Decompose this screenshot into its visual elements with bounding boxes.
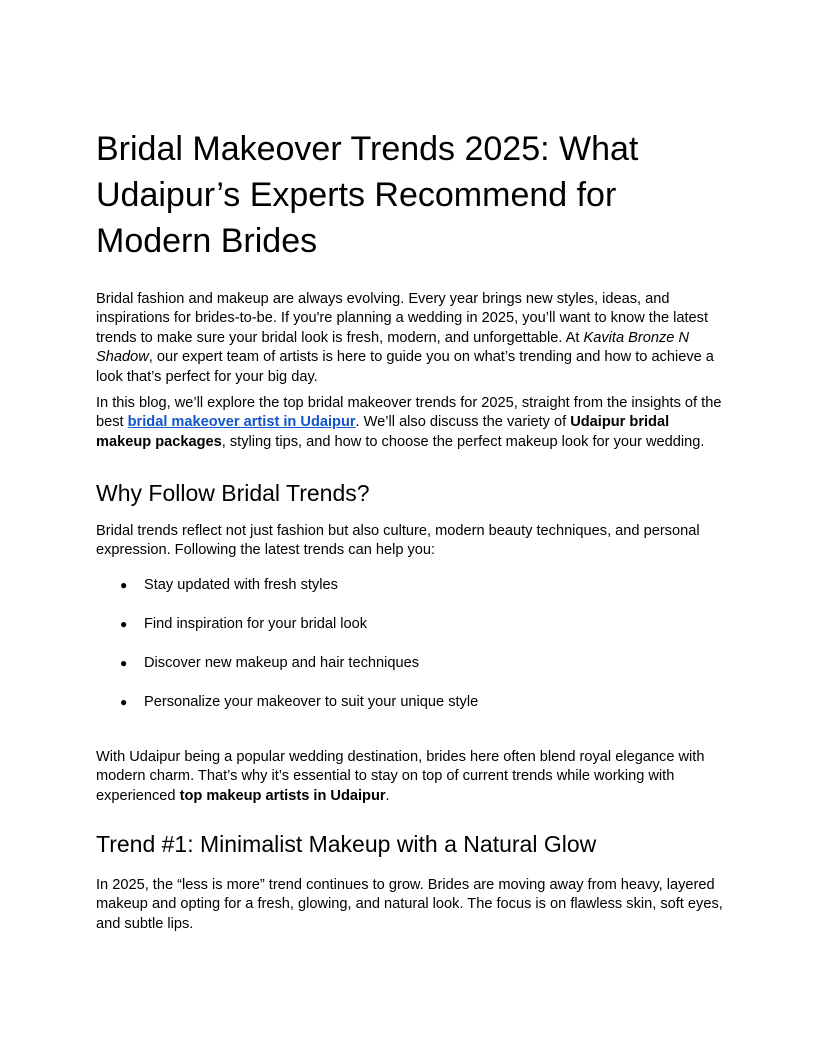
list-item-text: Stay updated with fresh styles bbox=[144, 577, 338, 593]
udaipur-paragraph bbox=[96, 748, 726, 806]
packages-bold-text: Udaipur bridal makeup packages bbox=[96, 414, 670, 450]
blog-text-2: . We’ll also discuss the variety of bbox=[355, 414, 571, 431]
list-item bbox=[96, 654, 720, 693]
brand-name: Kavita Bronze N Shadow bbox=[96, 329, 689, 366]
section-heading-trend-1: Trend #1: Minimalist Makeup with a Natural Glow bbox=[96, 831, 597, 857]
intro-text-2: , our expert team of artists is here to guide you on what’s trending and how to achieve a look that’s perfect for your big day. bbox=[96, 349, 714, 385]
list-item bbox=[96, 615, 720, 654]
bullet-icon: ● bbox=[120, 617, 128, 631]
page-title: Bridal Makeover Trends 2025: What Udaipur’s Experts Recommend for Modern Brides bbox=[96, 130, 639, 260]
list-item bbox=[96, 576, 720, 615]
trend-1-paragraph: In 2025, the “less is more” trend continues to grow. Brides are moving away from heavy, layered makeup and opting for a fresh, glowing, and natural look. The focus is on flawless skin, soft eyes, and subtle lips. bbox=[96, 877, 723, 932]
bullet-icon: ● bbox=[120, 578, 128, 592]
section-heading-why-follow: Why Follow Bridal Trends? bbox=[96, 480, 370, 506]
list-item-text: Personalize your makeover to suit your unique style bbox=[144, 694, 479, 710]
udaipur-text-1: With Udaipur being a popular wedding destination, brides here often blend royal elegance with modern charm. That’s why it’s essential to stay on top of current trends while working with experienced bbox=[96, 749, 705, 804]
bridal-makeover-artist-link[interactable]: bridal makeover artist in Udaipur bbox=[127, 414, 356, 431]
blog-text-3: , styling tips, and how to choose the perfect makeup look for your wedding. bbox=[221, 433, 705, 450]
udaipur-text-2: . bbox=[385, 787, 390, 804]
bullet-icon: ● bbox=[120, 695, 128, 709]
intro-paragraph bbox=[96, 290, 726, 387]
list-item-text: Discover new makeup and hair techniques bbox=[144, 655, 420, 671]
blog-text-1: In this blog, we’ll explore the top bridal makeover trends for 2025, straight from the insights of the best bbox=[96, 395, 722, 431]
top-artists-bold-text: top makeup artists in Udaipur bbox=[179, 787, 386, 804]
list-item bbox=[96, 693, 720, 732]
why-follow-paragraph: Bridal trends reflect not just fashion but also culture, modern beauty techniques, and personal expression. Following the latest trends can help you: bbox=[96, 523, 700, 559]
blog-intro-paragraph bbox=[96, 394, 726, 452]
list-item-text: Find inspiration for your bridal look bbox=[144, 616, 368, 632]
bullet-icon: ● bbox=[120, 656, 128, 670]
intro-text-1: Bridal fashion and makeup are always evolving. Every year brings new styles, ideas, and inspirations for brides-to-be. If you're planning a wedding in 2025, you’ll want to know the latest trends to make sure your bridal look is fresh, modern, and unforgettable. At bbox=[96, 291, 709, 346]
trend-benefits-list bbox=[96, 576, 720, 732]
